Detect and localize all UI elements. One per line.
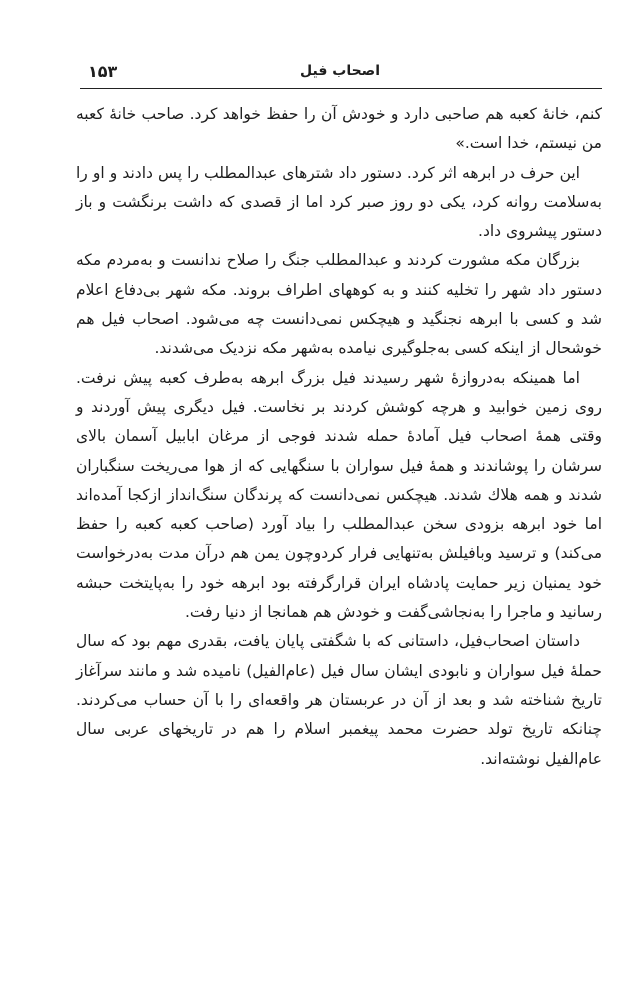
header-rule <box>80 88 602 89</box>
paragraph: اما همینکه به‌دروازهٔ شهر رسیدند فیل بزرگ ابرهه به‌طرف کعبه پیش نرفت. روی زمین خوابید و هرچه کوشش کردند بر نخاست. فیل دیگری پیش آوردند و وقتی همهٔ اصحاب فیل آمادهٔ حمله شدند فوجی از مرغان ابابیل آسمان بالای سرشان را پوشاندند و همهٔ فیل سواران با سنگهایی که از هوا می‌ریخت سنگباران شدند و همه هلاك شدند. هیچکس نمی‌دانست که پرندگان سنگ‌انداز ازکجا آمده‌اند اما خود ابرهه بزودی سخن عبدالمطلب را بیاد آورد (صاحب کعبه کعبه را حفظ می‌کند) و ترسید وبافیلش به‌تنهایی فرار کردوچون یمن هم درآن مدت به‌درخواست خود یمنیان زیر حمایت پادشاه ایران قرارگرفته بود ابرهه خود را به‌پایتخت حبشه رسانید و ماجرا را به‌نجاشی‌گفت و خودش هم همانجا از دنیا رفت. <box>76 368 602 622</box>
paragraph: کنم، خانهٔ کعبه هم صاحبی دارد و خودش آن را حفظ خواهد کرد. صاحب خانهٔ کعبه من نیستم، خدا است.» <box>76 105 602 153</box>
paragraph: این حرف در ابرهه اثر کرد. دستور داد شترهای عبدالمطلب را پس دادند و او را به‌سلامت روانه کرد، یکی دو روز صبر کرد اما از قصدی که داشت برنگشت و باز دستور پیشروی داد. <box>76 163 602 241</box>
running-title: اصحاب فیل <box>300 63 380 79</box>
paragraph: بزرگان مکه مشورت کردند و عبدالمطلب جنگ را صلاح ندانست و به‌مردم مکه دستور داد شهر را تخلیه کنند و به کوههای اطراف بروند. مکه شهر بی‌دفاع اعلام شد و کسی با ابرهه نجنگید و هیچکس نمی‌دانست چه می‌شود. اصحاب فیل هم خوشحال از اینکه کسی به‌جلوگیری نیامده به‌شهر مکه نزدیک می‌شدند. <box>76 251 602 358</box>
body-text <box>76 100 602 774</box>
page-number: ۱۵۳ <box>88 62 118 81</box>
paragraph: داستان اصحاب‌فیل، داستانی که با شگفتی پایان یافت، بقدری مهم بود که سال حملهٔ فیل سواران و نابودی ایشان سال فیل (عام‌الفیل) نامیده شد و مانند سرآغاز تاریخ شناخته شد و بعد از آن در عربستان هر واقعه‌ای را با آن حساب می‌کردند. چنانکه تاریخ تولد حضرت محمد پیغمبر اسلام را هم در تاریخهای عربی سال عام‌الفیل نوشته‌اند. <box>76 632 602 768</box>
page-header <box>80 62 600 82</box>
